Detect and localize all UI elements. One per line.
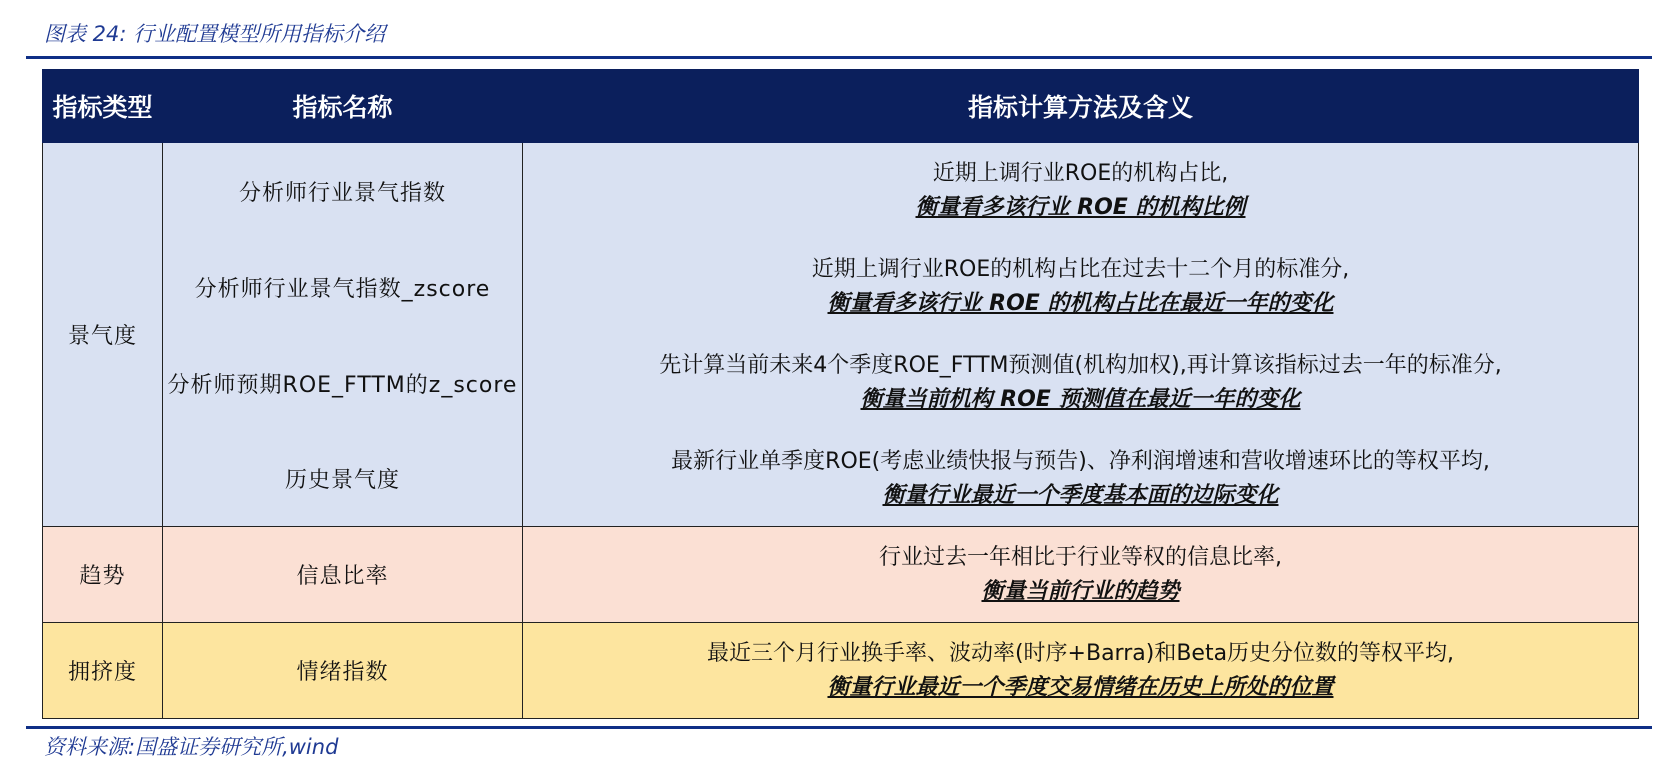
- name-cell: 情绪指数: [163, 623, 523, 719]
- meaning-text: 衡量当前机构 ROE 预测值在最近一年的变化: [860, 387, 1301, 412]
- calc-text: 行业过去一年相比于行业等权的信息比率,: [879, 544, 1282, 570]
- caption-rule: [26, 56, 1652, 59]
- name-cell: 分析师预期ROE_FTTM的z_score: [163, 335, 523, 431]
- calc-text: 最近三个月行业换手率、波动率(时序+Barra)和Beta历史分位数的等权平均,: [706, 640, 1455, 666]
- meaning-text: 衡量行业最近一个季度交易情绪在历史上所处的位置: [827, 674, 1334, 700]
- name-cell: 分析师行业景气指数: [163, 143, 523, 240]
- table-row: [43, 623, 1639, 719]
- calc-text: 近期上调行业ROE的机构占比在过去十二个月的标准分,: [811, 257, 1350, 282]
- calc-cell: [523, 239, 1639, 335]
- table-header-row: [43, 70, 1639, 143]
- figure-caption: 图表 24: 行业配置模型所用指标介绍: [44, 22, 386, 46]
- calc-cell: [523, 527, 1639, 623]
- meaning-text: 衡量看多该行业 ROE 的机构占比在最近一年的变化: [827, 291, 1334, 316]
- calc-cell: [523, 431, 1639, 527]
- table-row: [43, 431, 1639, 527]
- indicator-table: [42, 69, 1639, 719]
- meaning-text: 衡量当前行业的趋势: [981, 578, 1180, 604]
- meaning-text: 衡量行业最近一个季度基本面的边际变化: [882, 482, 1279, 508]
- type-cell-yongji: 拥挤度: [43, 623, 163, 719]
- calc-text: 最新行业单季度ROE(考虑业绩快报与预告)、净利润增速和营收增速环比的等权平均,: [671, 448, 1490, 474]
- calc-cell: [523, 335, 1639, 431]
- source-note: 资料来源:国盛证券研究所,wind: [44, 735, 339, 759]
- header-calculation-meaning: 指标计算方法及含义: [523, 70, 1639, 143]
- calc-text: 近期上调行业ROE的机构占比,: [932, 161, 1229, 186]
- table-row: [43, 239, 1639, 335]
- calc-text: 先计算当前未来4个季度ROE_FTTM预测值(机构加权),再计算该指标过去一年的标准分,: [659, 353, 1502, 378]
- table-row: [43, 335, 1639, 431]
- name-cell: 历史景气度: [163, 431, 523, 527]
- table-row: [43, 143, 1639, 240]
- type-cell-jingqi: 景气度: [43, 143, 163, 527]
- name-cell: 分析师行业景气指数_zscore: [163, 239, 523, 335]
- meaning-text: 衡量看多该行业 ROE 的机构比例: [915, 195, 1246, 220]
- calc-cell: [523, 623, 1639, 719]
- name-cell: 信息比率: [163, 527, 523, 623]
- table-row: [43, 527, 1639, 623]
- calc-cell: [523, 143, 1639, 240]
- type-cell-qushi: 趋势: [43, 527, 163, 623]
- source-rule: [26, 726, 1652, 729]
- header-indicator-name: 指标名称: [163, 70, 523, 143]
- header-indicator-type: 指标类型: [43, 70, 163, 143]
